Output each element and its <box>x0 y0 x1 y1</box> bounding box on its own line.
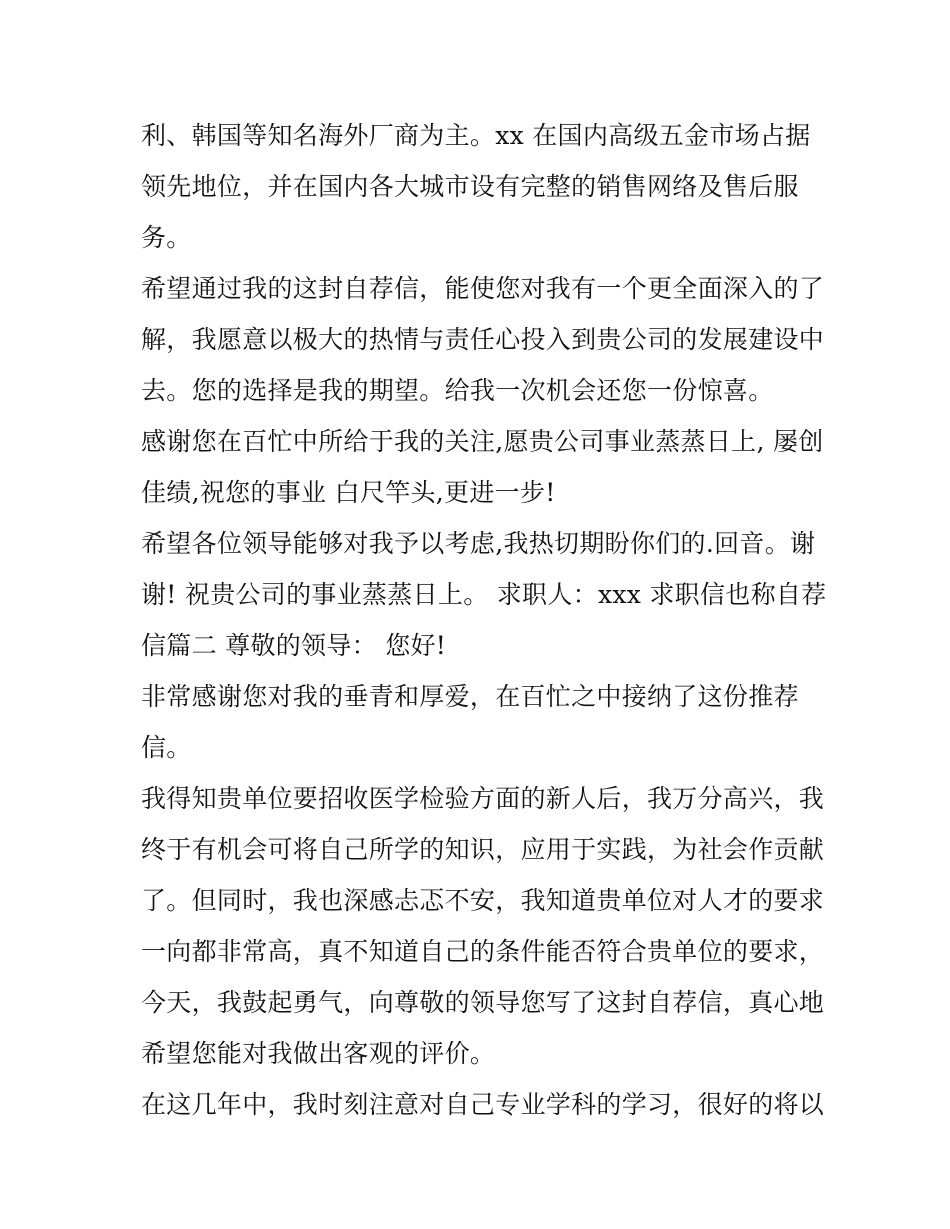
paragraph-thanks <box>141 416 824 518</box>
text-line: 感谢您在百忙中所给于我的关注,愿贵公司事业蒸蒸日上, 屡创 <box>141 427 824 456</box>
text-line: 非常感谢您对我的垂青和厚爱，在百忙之中接纳了这份推荐 <box>141 682 799 711</box>
text-line: 利、韩国等知名海外厂商为主。xx 在国内高级五金市场占据 <box>141 121 811 150</box>
text-line: 佳绩,祝您的事业 白尺竿头,更进一步! <box>141 478 556 507</box>
text-line: 一向都非常高，真不知道自己的条件能否符合贵单位的要求， <box>141 937 825 966</box>
text-line: 在这几年中，我时刻注意对自己专业学科的学习，很好的将以 <box>141 1090 825 1119</box>
text-line: 希望您能对我做出客观的评价。 <box>141 1039 496 1068</box>
text-line: 我得知贵单位要招收医学检验方面的新人后，我万分高兴，我 <box>141 784 825 813</box>
text-line: 去。您的选择是我的期望。给我一次机会还您一份惊喜。 <box>141 376 774 405</box>
paragraph-motivation <box>141 773 825 1079</box>
text-line: 今天，我鼓起勇气，向尊敬的领导您写了这封自荐信，真心地 <box>141 988 825 1017</box>
text-line: 领先地位，并在国内各大城市设有完整的销售网络及售后服 <box>141 172 799 201</box>
text-line: 谢! 祝贵公司的事业蒸蒸日上。 求职人：xxx 求职信也称自荐 <box>141 580 827 609</box>
text-line: 希望通过我的这封自荐信，能使您对我有一个更全面深入的了 <box>141 274 825 303</box>
paragraph-closing-and-letter-two-opening <box>141 518 827 671</box>
text-line: 信篇二 尊敬的领导： 您好! <box>141 631 447 660</box>
paragraph-study <box>141 1079 825 1130</box>
text-line: 了。但同时，我也深感忐忑不安，我知道贵单位对人才的要求 <box>141 886 825 915</box>
text-line: 务。 <box>141 223 192 252</box>
document-body <box>141 110 827 1130</box>
text-line: 解，我愿意以极大的热情与责任心投入到贵公司的发展建设中 <box>141 325 825 354</box>
text-line: 终于有机会可将自己所学的知识，应用于实践，为社会作贡献 <box>141 835 825 864</box>
paragraph-gratitude <box>141 671 821 773</box>
paragraph-hope <box>141 263 825 416</box>
text-line: 希望各位领导能够对我予以考虑,我热切期盼你们的.回音。谢 <box>141 529 816 558</box>
text-line: 信。 <box>141 733 192 762</box>
paragraph-company-intro <box>141 110 821 263</box>
